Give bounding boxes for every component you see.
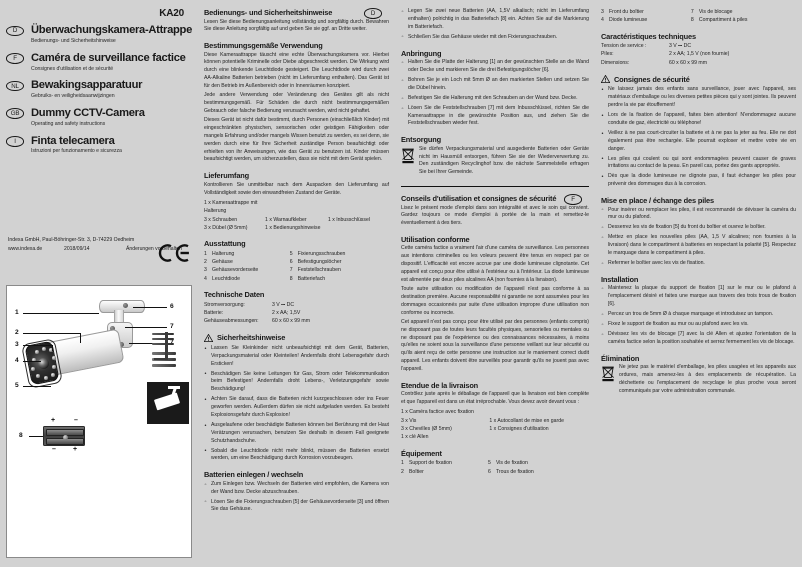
language-entry-gb <box>6 107 192 128</box>
table-row <box>601 16 796 24</box>
fr-scope-item: 3 x Chevilles (Ø 5mm) <box>401 426 452 433</box>
de-tech-value: 2 x AA; 1,5V <box>272 309 301 316</box>
list-item: ◦ Zum Einlegen bzw. Wechseln der Batterien wird empfohlen, die Kamera von der Wand bzw. Decke abzuschrauben. <box>204 481 389 497</box>
fr-feature-label: Support de fixation <box>409 460 452 467</box>
fr-feature-number: 4 <box>601 17 604 24</box>
list-item: • Ausgelaufene oder beschädigte Batterien können bei Berührung mit der Haut Verätzungen verursachen, benutzen Sie deshalb in diesem Fall geeignete Schutzhandschuhe. <box>204 422 389 445</box>
fr-feature-number: 7 <box>690 9 694 15</box>
de-battery-list <box>204 481 389 515</box>
table-row <box>204 258 389 266</box>
language-badge-gb: GB <box>6 108 24 119</box>
fr-disposal-text: Ne jetez pas le matériel d'emballage, les piles usagées et les appareils aux ordures, mais amenez-les à des emplacements de récupération. La déchetterie ou l'emplacement de recyclage le plus proche vous seront communiqués par votre administration communale. <box>619 364 796 394</box>
fr-feature-number: 6 <box>487 468 491 475</box>
list-item: ◦ Percez un trou de 5mm Ø à chaque marquage et introduisez un tampon. <box>601 311 796 319</box>
list-item: • Beschädigen Sie keine Leitungen für Gas, Strom oder Telekommunikation beim Befestigen! Andernfalls droht Lebens-, Verletzungsgefahr sowie Beschädigung! <box>204 371 389 394</box>
fr-tech-value: 60 x 60 x 99 mm <box>669 59 708 66</box>
language-title-gb: Dummy CCTV-Camera <box>31 106 145 119</box>
de-scope-item: 1 x Warnaufkleber <box>265 216 307 223</box>
fr-tech-heading: Caractéristiques techniques <box>601 31 696 41</box>
de-disposal-text: Sie dürfen Verpackungsmaterial und ausgediente Batterien oder Geräte nicht im Hausmüll entsorgen, führen Sie sie der Wiederverwertung zu. Den zuständigen Recyclinghof bzw. die nächste Sammelstelle erfragen Sie bei Ihrer Gemeinde. <box>419 145 589 176</box>
led-drawing <box>52 356 56 360</box>
callout-line-7a <box>125 327 167 328</box>
table-row <box>401 433 589 441</box>
callout-line-6 <box>133 307 167 308</box>
de-main-title: Bedienungs- und Sicherheitshinweise <box>204 8 333 17</box>
table-row <box>204 199 389 216</box>
imprint-date: 2018/09/14 <box>64 245 90 252</box>
fr-tech-key: Dimensions: <box>601 59 630 66</box>
fr-feature-label: Vis de blocage <box>698 9 733 15</box>
fr-features-table <box>401 459 589 476</box>
fr-tech-value: 3 V ⎓ DC <box>669 43 692 50</box>
de-tech-value: 60 x 60 x 99 mm <box>272 318 311 325</box>
fr-intro: Lisez le présent mode d'emploi dans son intégralité et avec le soin qui convient. Gardez toujours ce mode d'emploi à portée de la main et remettez-le éventuellement à des tiers. <box>401 204 589 227</box>
de-scope-intro: Kontrollieren Sie unmittelbar nach dem Auspacken den Lieferumfang auf Vollständigkeit sowie den einwandfreien Zustand der Geräte. <box>204 181 389 196</box>
fr-feature-number: 3 <box>601 9 604 15</box>
de-safety-heading-row <box>204 333 389 342</box>
de-mounting-list <box>401 59 589 128</box>
fr-scope-heading: Etendue de la livraison <box>401 380 479 390</box>
fr-feature-label: Trous de fixation <box>495 468 534 475</box>
list-item: ◦ Fixez le support de fixation au mur ou au plafond avec les vis. <box>601 321 796 329</box>
callout-line-1 <box>23 313 99 314</box>
de-scope-item: 1 x Inbusschlüssel <box>327 216 370 223</box>
callout-line-3v <box>52 345 53 351</box>
list-item: • Veillez à ne pas court-circuiter la batterie et à ne pas la jeter au feu. Elle ne doit également pas être rechargée. Elle pourrait exploser et mettre votre vie en danger. <box>601 130 796 153</box>
crossed-out-wheelie-bin-icon <box>601 364 616 387</box>
list-item: ◦ Dévissez les vis de blocage [7] avec la clé Allen et ajustez l'orientation de la caméra factice selon la position souhaitée et serrez fermement les vis de blocage. <box>601 331 796 347</box>
fr-feature-number: 2 <box>401 468 404 475</box>
de-mounting-heading: Anbringung <box>401 48 442 58</box>
de-intended-use-p1: Diese Kameraattrappe täuscht eine echte Überwachungskamera vor. Hierbei können potentielle Kriminelle oder Diebe abgeschreckt werden. Die Wirkung wird durch eine blinkende Leuchtdiode gesteigert. Die Leuchtdiode wird durch zwei AA-Alkaline Batterien betrieben (nicht im Lieferumfang enthalten). Das Gerät ist für den Betrieb im Außenbereich oder in Innenräumen konzipiert. <box>204 51 389 89</box>
de-feature-number: 3 <box>204 267 207 274</box>
de-safety-heading: Sicherheitshinweise <box>217 333 286 343</box>
fr-intended-use-p1: Cette caméra factice a vraiment l'air d'une caméra de surveillance. Les personnes aux intentions criminelles ou les voleurs peuvent être tenus en respect par ce dispositif. L'efficacité est encore accrue par une diode lumineuse clignotante. Cet appareil est conçu pour être utilisé à l'extérieur ou à l'intérieur. La diode lumineuse est alimentée par deux piles alcalines AA (non fournies à la livraison). <box>401 245 589 283</box>
table-row <box>401 459 589 467</box>
list-item: ◦ Halten Sie die Platte der Halterung [1] an der gewünschten Stelle an die Wand oder Decke und markieren Sie die drei Befestigungslöcher [6]. <box>401 59 589 75</box>
fr-feature-label: Front du boîtier <box>609 9 644 15</box>
fr-tech-key: Tension de service : <box>601 43 647 50</box>
language-entry-de <box>6 24 192 45</box>
callout-line-2 <box>23 333 81 334</box>
list-item: ◦ Lösen Sie die Fixierungsschrauben [5] der Gehäusevorderseite [3] und öffnen Sie das Gehäuse. <box>204 499 389 515</box>
fr-feature-label: Compartiment à piles <box>698 17 748 24</box>
list-item: ◦ Pour insérer ou remplacer les piles, il est recommandé de dévisser la caméra du mur ou du plafond. <box>601 207 796 223</box>
fr-safety-heading: Consignes de sécurité <box>614 74 690 84</box>
table-row <box>204 216 389 224</box>
de-scope-item <box>328 199 389 216</box>
fr-scope-item: 1 x Caméra factice avec fixation <box>401 409 474 416</box>
callout-line-4 <box>23 361 41 362</box>
fr-feature-number: 8 <box>690 17 694 24</box>
de-feature-label: Gehäusevorderseite <box>212 267 259 274</box>
de-feature-label: Batteriefach <box>297 275 326 282</box>
de-tech-key: Batterie: <box>204 309 224 316</box>
fr-safety-list <box>601 86 796 189</box>
de-feature-label: Gehäuse <box>212 259 233 266</box>
led-drawing <box>44 376 48 380</box>
fr-feature-label: Vis de fixation <box>495 460 528 467</box>
de-features-heading: Ausstattung <box>204 239 246 249</box>
fr-feature-number: 5 <box>487 460 491 467</box>
fr-tech-value: 2 x AA; 1,5 V (non fournie) <box>669 51 730 58</box>
callout-number-8: 8 <box>19 432 23 439</box>
list-item: • Dès que la diode lumineuse ne clignote pas, il faut échanger les piles pour prévenir des dommages dus à la corrosion. <box>601 173 796 189</box>
sticker-camera-drawing <box>154 393 180 411</box>
fr-safety-heading-row <box>601 75 796 84</box>
table-row <box>601 42 733 50</box>
fr-scope-item <box>489 408 589 416</box>
list-item: • Lors de la fixation de l'appareil, faites bien attention! N'endommagez aucune conduite de gaz, électricité ou téléphone! <box>601 112 796 128</box>
de-feature-label: Leuchtdiode <box>212 275 241 282</box>
fr-features-table-continued <box>601 8 796 25</box>
callout-number-2: 2 <box>15 329 19 336</box>
de-feature-number: 5 <box>289 250 293 257</box>
product-diagram <box>6 285 192 558</box>
language-badge-nl: NL <box>6 81 24 92</box>
table-row <box>204 275 389 283</box>
de-tech-key: Stromversorgung: <box>204 301 245 308</box>
screw-drawing <box>152 333 174 335</box>
list-item: • Sobald die Leuchtdiode nicht mehr blinkt, müssen die Batterien ersetzt werden, um eine Beschädigung durch Korrosion vorzubeugen. <box>204 448 389 464</box>
table-row <box>401 408 589 416</box>
battery-screw-drawing <box>63 435 68 440</box>
list-item: ◦ Legen Sie zwei neue Batterien (AA, 1,5V alkalisch; nicht im Lieferumfang enthalten) polrichtig in das Batteriefach [8] ein. Achten Sie auf die Markierung im Batteriefach. <box>401 8 589 31</box>
battery-polarity-minus-top: – <box>74 417 78 424</box>
fr-battery-list <box>601 207 796 268</box>
led-drawing <box>31 367 35 371</box>
callout-number-3: 3 <box>15 341 19 348</box>
led-drawing <box>51 373 55 377</box>
fr-intended-use-p2: Toute autre utilisation ou modification de l'appareil n'est pas conforme à sa destination première. Aucune responsabilité ni garantie ne sont assumées pour les dommages occasionnés par suite d'une utilisation impropre d'une utilisation non conforme ou incorrecte. <box>401 286 589 316</box>
imprint-company: Indexa GmbH, Paul-Böhringer-Str. 3, D-74229 Oedheim <box>8 237 135 243</box>
de-feature-number: 7 <box>289 267 293 274</box>
de-scope-item: 3 x Schrauben <box>204 216 238 223</box>
table-row <box>601 59 733 67</box>
fr-feature-label: Boîtier <box>409 468 424 475</box>
callout-number-5: 5 <box>15 382 19 389</box>
list-item: • Achten Sie darauf, dass die Batterien nicht kurzgeschlossen oder ins Feuer geworfen werden. Außerdem dürfen sie nicht aufgeladen werden. Es besteht Explosionsgefahr durch Explosion! <box>204 396 389 419</box>
de-scope-item <box>265 199 328 216</box>
fr-mounting-list <box>601 285 796 346</box>
de-feature-number: 4 <box>204 275 207 282</box>
model-code: KA20 <box>159 8 184 19</box>
de-feature-number: 6 <box>289 259 293 266</box>
de-scope-table <box>204 199 389 232</box>
list-item: ◦ Lösen Sie die Feststellschrauben [7] mit dem Inbusschlüssel, richten Sie die Kameraattrappe in die gewünschte Position aus, und ziehen Sie die Feststellschrauben wieder fest. <box>401 105 589 128</box>
crossed-out-wheelie-bin-icon <box>401 146 416 169</box>
allen-key-drawing <box>165 332 168 360</box>
battery-compartment-drawing <box>43 426 85 446</box>
de-battery-list-continued <box>401 8 589 42</box>
callout-line-3 <box>23 345 53 346</box>
list-item: ◦ Schließen Sie das Gehäuse wieder mit den Fixierungsschrauben. <box>401 34 589 42</box>
language-title-it: Finta telecamera <box>31 134 115 147</box>
de-scope-item <box>328 224 389 232</box>
de-intro: Lesen Sie diese Bedienungsanleitung vollständig und sorgfältig durch. Bewahren Sie diese Anleitung sorgfältig auf und geben Sie sie ggf. an Dritte weiter. <box>204 18 389 33</box>
list-item: • Lassen Sie Kleinkinder nicht unbeaufsichtigt mit dem Gerät, Batterien, Verpackungsmaterial oder Kleinteilen! Andernfalls droht Lebensgefahr durch Ersticken! <box>204 345 389 368</box>
mount-plate-screw-drawing <box>123 303 128 308</box>
de-scope-heading: Lieferumfang <box>204 171 250 181</box>
callout-number-1: 1 <box>15 309 19 316</box>
table-row <box>401 417 589 425</box>
fr-feature-number: 1 <box>401 460 404 467</box>
led-drawing <box>35 350 39 354</box>
fr-scope-table <box>401 408 589 441</box>
language-subtitle-de: Bedienungs- und Sicherheitshinweise <box>31 37 116 44</box>
fr-battery-heading: Mise en place / échange des piles <box>601 196 714 206</box>
de-feature-label: Befestigungslöcher <box>297 259 342 266</box>
fr-intended-use-p3: Cet appareil n'est pas conçu pour être utilisé par des personnes (enfants compris) ne disposant pas de toutes leurs facultés physiques, sensorielles ou mentales ou ne disposant pas de l'expérience ou des connaissances nécessaires, à moins qu'elles ne soient sous la surveillance d'une personne veillant sur leur sécurité ou qu'ils aient reçu de cette personne une instruction sur le maniement correct dudit appareil. Les enfants doivent être surveillés pour garantir qu'ils ne jouent pas avec l'appareil. <box>401 318 589 372</box>
de-battery-heading: Batterien einlegen / wechseln <box>204 470 304 480</box>
table-row <box>204 317 314 325</box>
ce-logo-svg <box>158 243 192 263</box>
language-header-block <box>6 8 192 155</box>
battery-polarity-minus-bottom: – <box>52 446 56 453</box>
de-feature-label: Halterung <box>212 250 235 257</box>
fr-scope-item <box>489 433 589 441</box>
warning-sticker-drawing <box>147 382 189 424</box>
fr-disposal-heading: Élimination <box>601 353 640 363</box>
de-feature-number: 1 <box>204 250 207 257</box>
fr-scope-item: 1 x Autocollant de mise en garde <box>489 417 564 424</box>
language-subtitle-it: Istruzioni per funzionamento e sicurezza <box>31 148 122 155</box>
allen-key-foot-drawing <box>154 358 167 361</box>
fr-tech-key: Piles: <box>601 51 614 58</box>
led-drawing <box>52 365 56 369</box>
callout-line-5 <box>23 386 51 387</box>
language-title-de: Überwachungskamera-Attrappe <box>31 24 193 36</box>
battery-polarity-plus-bottom: + <box>73 446 78 453</box>
de-tech-table <box>204 301 314 326</box>
fr-features-heading: Équipement <box>401 448 442 458</box>
de-tech-key: Gehäuseabmessungen: <box>204 318 259 325</box>
de-safety-list <box>204 345 389 463</box>
table-row <box>401 425 589 433</box>
language-entry-it <box>6 135 192 156</box>
table-row <box>601 8 796 16</box>
language-title-fr: Caméra de surveillance factice <box>31 51 186 64</box>
wall-plug-drawing <box>152 364 176 367</box>
warning-triangle-icon <box>204 334 213 342</box>
language-badge-fr-body: F <box>564 194 582 205</box>
ce-mark-icon <box>158 243 192 268</box>
de-scope-item: 1 x Kameraattrappe mit Halterung <box>204 199 258 215</box>
de-disposal-block <box>401 146 589 177</box>
led-drawing <box>42 347 46 351</box>
de-intended-use-heading: Bestimmungsgemäße Verwendung <box>204 41 323 51</box>
de-tech-heading: Technische Daten <box>204 290 265 300</box>
language-badge-de-body: D <box>364 8 382 19</box>
fr-scope-intro: Contrôlez juste après le déballage de l'appareil que la livraison est bien complète et que l'appareil est dans un état irréprochable. Vous devez avoir devant vous : <box>401 391 589 406</box>
callout-number-6: 6 <box>170 303 174 310</box>
cover-column <box>0 0 198 567</box>
language-entry-nl <box>6 79 192 100</box>
callout-number-7a: 7 <box>170 323 174 330</box>
language-divider <box>401 186 589 187</box>
de-intended-use-p3: Dieses Gerät ist nicht dafür bestimmt, durch Personen (einschließlich Kinder) mit eingeschränkten physischen, sensorischen oder geistigen Fähigkeiten oder mangels Erfahrung und/oder mangels Wissen benutzt zu werden, es sei denn, sie werden durch eine für Ihre Sicherheit zuständige Person beaufsichtigt oder erhielten von ihr Anweisungen, wie das Gerät zu benutzen ist. Kinder müssen beaufsichtigt werden, um sicherzustellen, dass sie nicht mit dem Gerät spielen. <box>204 117 389 163</box>
table-row <box>204 301 314 309</box>
list-item: ◦ Bohren Sie je ein Loch mit 5mm Ø an den markierten Stellen und setzen Sie die Dübel hinein. <box>401 77 589 93</box>
de-scope-item: 3 x Dübel (Ø 5mm) <box>204 224 248 231</box>
de-intended-use-p2: Jede andere Verwendung oder Veränderung des Gerätes gilt als nicht bestimmungsgemäß. Für Schäden die durch nicht bestimmungsgemäßen Gebrauch oder falsche Bedienung verursacht werden, wird nicht gehaftet. <box>204 92 389 114</box>
de-tech-value: 3 V ⎓ DC <box>272 301 295 308</box>
fr-intended-use-heading: Utilisation conforme <box>401 234 470 244</box>
language-subtitle-fr: Consignes d'utilisation et de sécurité <box>31 65 114 72</box>
imprint-note: Änderungen vorbehalten <box>126 245 182 252</box>
table-row <box>204 266 389 274</box>
language-badge-de: D <box>6 26 24 37</box>
language-badge-fr: F <box>6 53 24 64</box>
de-feature-label: Feststellschrauben <box>297 267 341 274</box>
fr-scope-item: 1 x clé Allen <box>401 434 429 441</box>
list-item: ◦ Mettez en place les nouvelles piles (AA, 1,5 V alcalines; non fournies à la livraison) dans le compartiment à batteries en respectant la polarité [5]. Respectez le marquage dans le compartiment à piles. <box>601 234 796 257</box>
fr-tech-table <box>601 42 733 67</box>
table-row <box>401 468 589 476</box>
de-feature-number: 8 <box>289 275 293 282</box>
imprint-website: www.indexa.de <box>8 245 43 252</box>
de-disposal-heading: Entsorgung <box>401 135 441 145</box>
french-column <box>595 0 802 567</box>
warning-triangle-icon <box>601 75 610 83</box>
table-row <box>204 224 389 232</box>
led-drawing <box>36 374 40 378</box>
list-item: ◦ Refermer le boîtier avec les vis de fixation. <box>601 260 796 268</box>
fr-main-title: Conseils d'utilisation et consignes de sécurité <box>401 194 557 203</box>
wall-plug-drawing <box>152 352 176 355</box>
fr-mounting-heading: Installation <box>601 274 639 284</box>
german-french-column <box>395 0 595 567</box>
fr-disposal-block <box>601 364 796 395</box>
list-item: ◦ Maintenez la plaque du support de fixation [1] sur le mur ou le plafond à l'emplacement désiré et faites une marque aux travers des trois trous de fixation [6]. <box>601 285 796 308</box>
table-row <box>601 50 733 58</box>
de-feature-number: 2 <box>204 259 207 266</box>
language-subtitle-nl: Gebruiks- en veiligheidsaanwijzingen <box>31 93 115 100</box>
fr-scope-item: 1 x Consignes d'utilisation <box>489 426 549 433</box>
table-row <box>204 309 314 317</box>
language-title-nl: Bewakingsapparatuur <box>31 79 143 92</box>
list-item: ◦ Befestigen Sie die Halterung mit den Schrauben an der Wand bzw. Decke. <box>401 95 589 103</box>
fr-scope-item: 3 x Vis <box>401 417 417 424</box>
list-item: • Ne laissez jamais des enfants sans surveillance, jouer avec l'appareil, ses matériaux d'emballage ou les diverses petites pièces qui y sont jointes. Ils peuvent perdre la vie par étouffement! <box>601 86 796 109</box>
language-badge-it: I <box>6 136 24 147</box>
language-entry-fr <box>6 52 192 73</box>
battery-polarity-plus-top: + <box>51 417 56 424</box>
list-item: • Les piles qui coulent ou qui sont endommagées peuvent causer de graves irritations au contact de la peau. En pareil cas, portez des gants appropriés. <box>601 156 796 172</box>
language-subtitle-gb: Operating and safety instructions <box>31 120 106 127</box>
callout-line-2v <box>80 333 81 343</box>
table-row <box>204 250 389 258</box>
german-column <box>198 0 395 567</box>
callout-number-4: 4 <box>15 357 19 364</box>
de-features-table <box>204 250 389 283</box>
de-feature-label: Fixierungsschrauben <box>297 250 346 257</box>
list-item: ◦ Desserrez les vis de fixation [5] du front du boîtier et ouvrez le boîtier. <box>601 224 796 232</box>
fr-feature-label: Diode lumineuse <box>609 17 648 24</box>
de-scope-item: 1 x Bedienungshinweise <box>265 224 321 231</box>
